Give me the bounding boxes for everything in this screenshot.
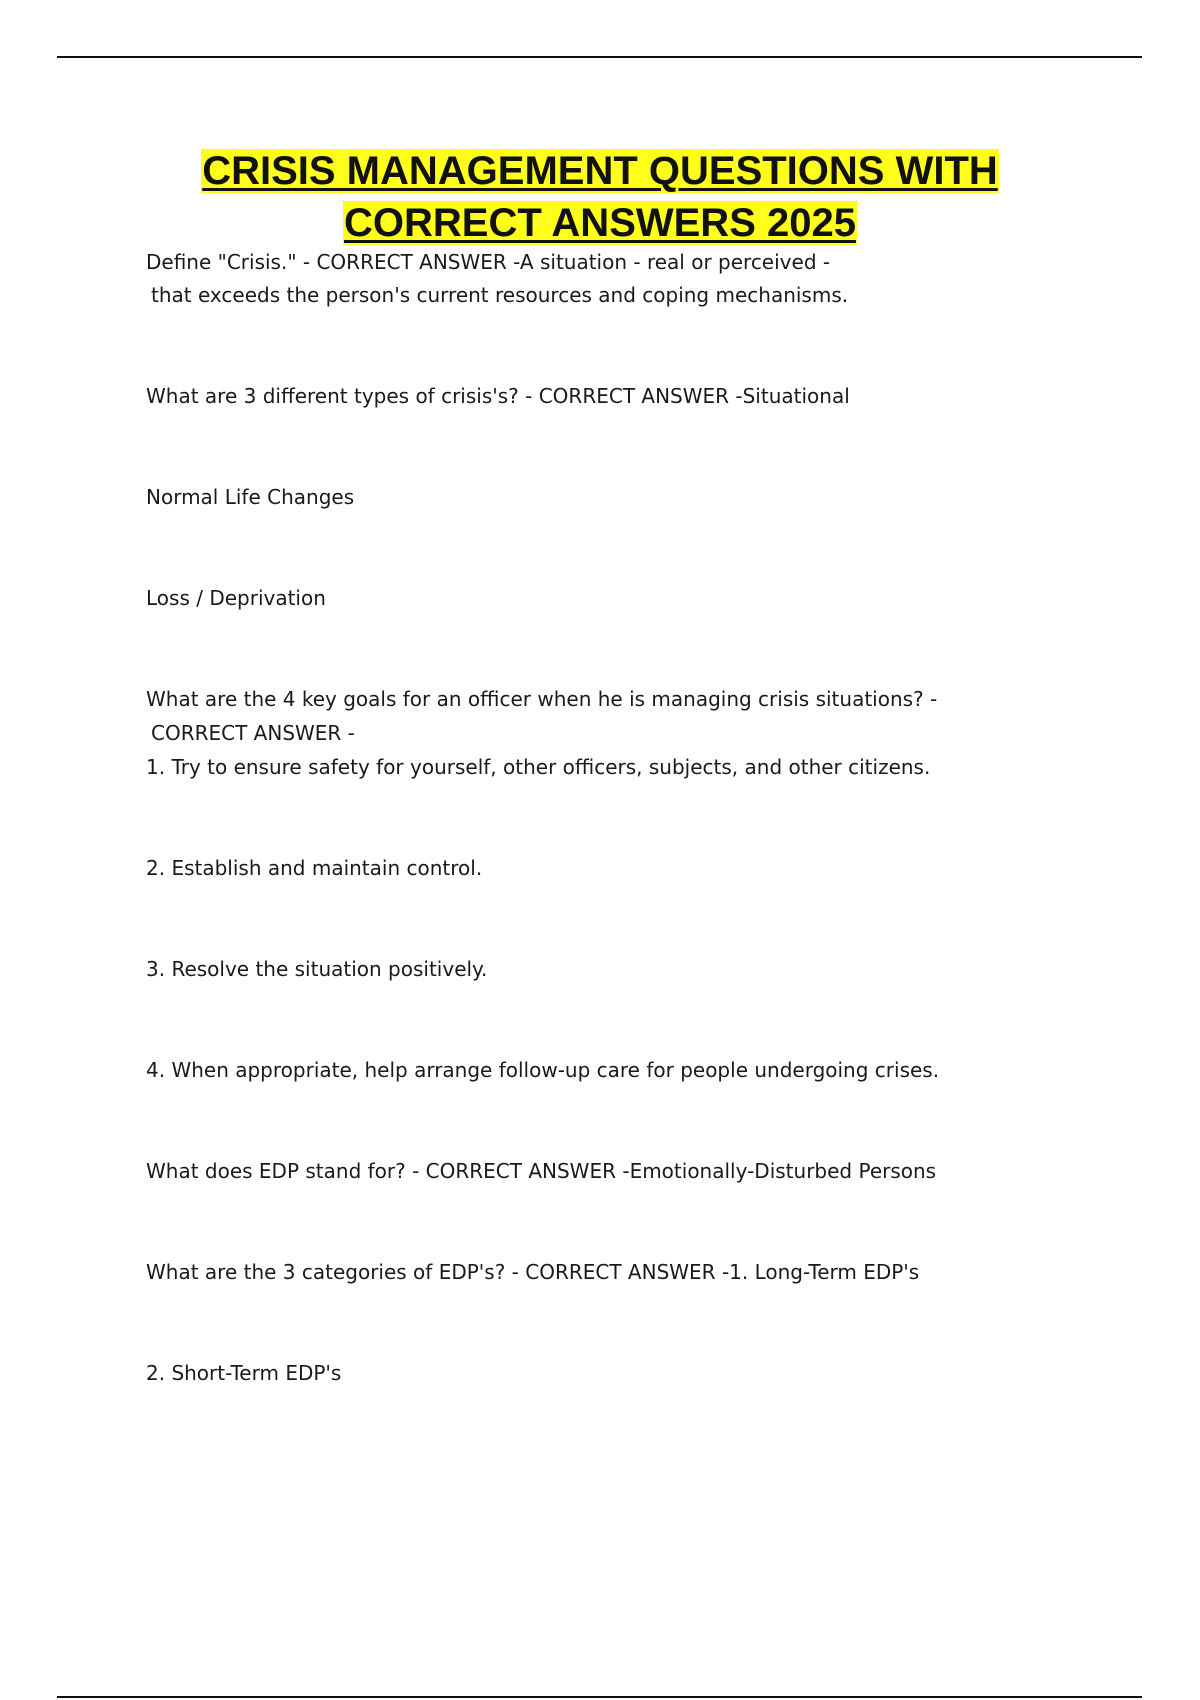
title-line-1: CRISIS MANAGEMENT QUESTIONS WITH — [202, 149, 998, 193]
answer-goal-4: 4. When appropriate, help arrange follow-up care for people undergoing crises. — [146, 1058, 940, 1082]
document-title — [0, 145, 1200, 249]
bottom-rule — [57, 1696, 1142, 1698]
answer-normal-life-changes: Normal Life Changes — [146, 485, 355, 509]
top-rule — [57, 56, 1142, 58]
answer-define-crisis-continued: that exceeds the person's current resources and coping mechanisms. — [151, 283, 849, 307]
question-define-crisis: Define "Crisis." - CORRECT ANSWER -A situation - real or perceived - — [146, 250, 831, 274]
question-key-goals-answer-label: CORRECT ANSWER - — [151, 721, 355, 745]
answer-short-term-edp: 2. Short-Term EDP's — [146, 1361, 342, 1385]
title-line-2: CORRECT ANSWERS 2025 — [344, 201, 856, 245]
question-crisis-types: What are 3 different types of crisis's? - CORRECT ANSWER -Situational — [146, 384, 850, 408]
answer-goal-3: 3. Resolve the situation positively. — [146, 957, 488, 981]
question-key-goals: What are the 4 key goals for an officer when he is managing crisis situations? - — [146, 687, 938, 711]
question-edp-meaning: What does EDP stand for? - CORRECT ANSWER -Emotionally-Disturbed Persons — [146, 1159, 937, 1183]
answer-goal-1: 1. Try to ensure safety for yourself, other officers, subjects, and other citizens. — [146, 755, 931, 779]
question-edp-categories: What are the 3 categories of EDP's? - CORRECT ANSWER -1. Long-Term EDP's — [146, 1260, 920, 1284]
answer-goal-2: 2. Establish and maintain control. — [146, 856, 483, 880]
answer-loss-deprivation: Loss / Deprivation — [146, 586, 326, 610]
